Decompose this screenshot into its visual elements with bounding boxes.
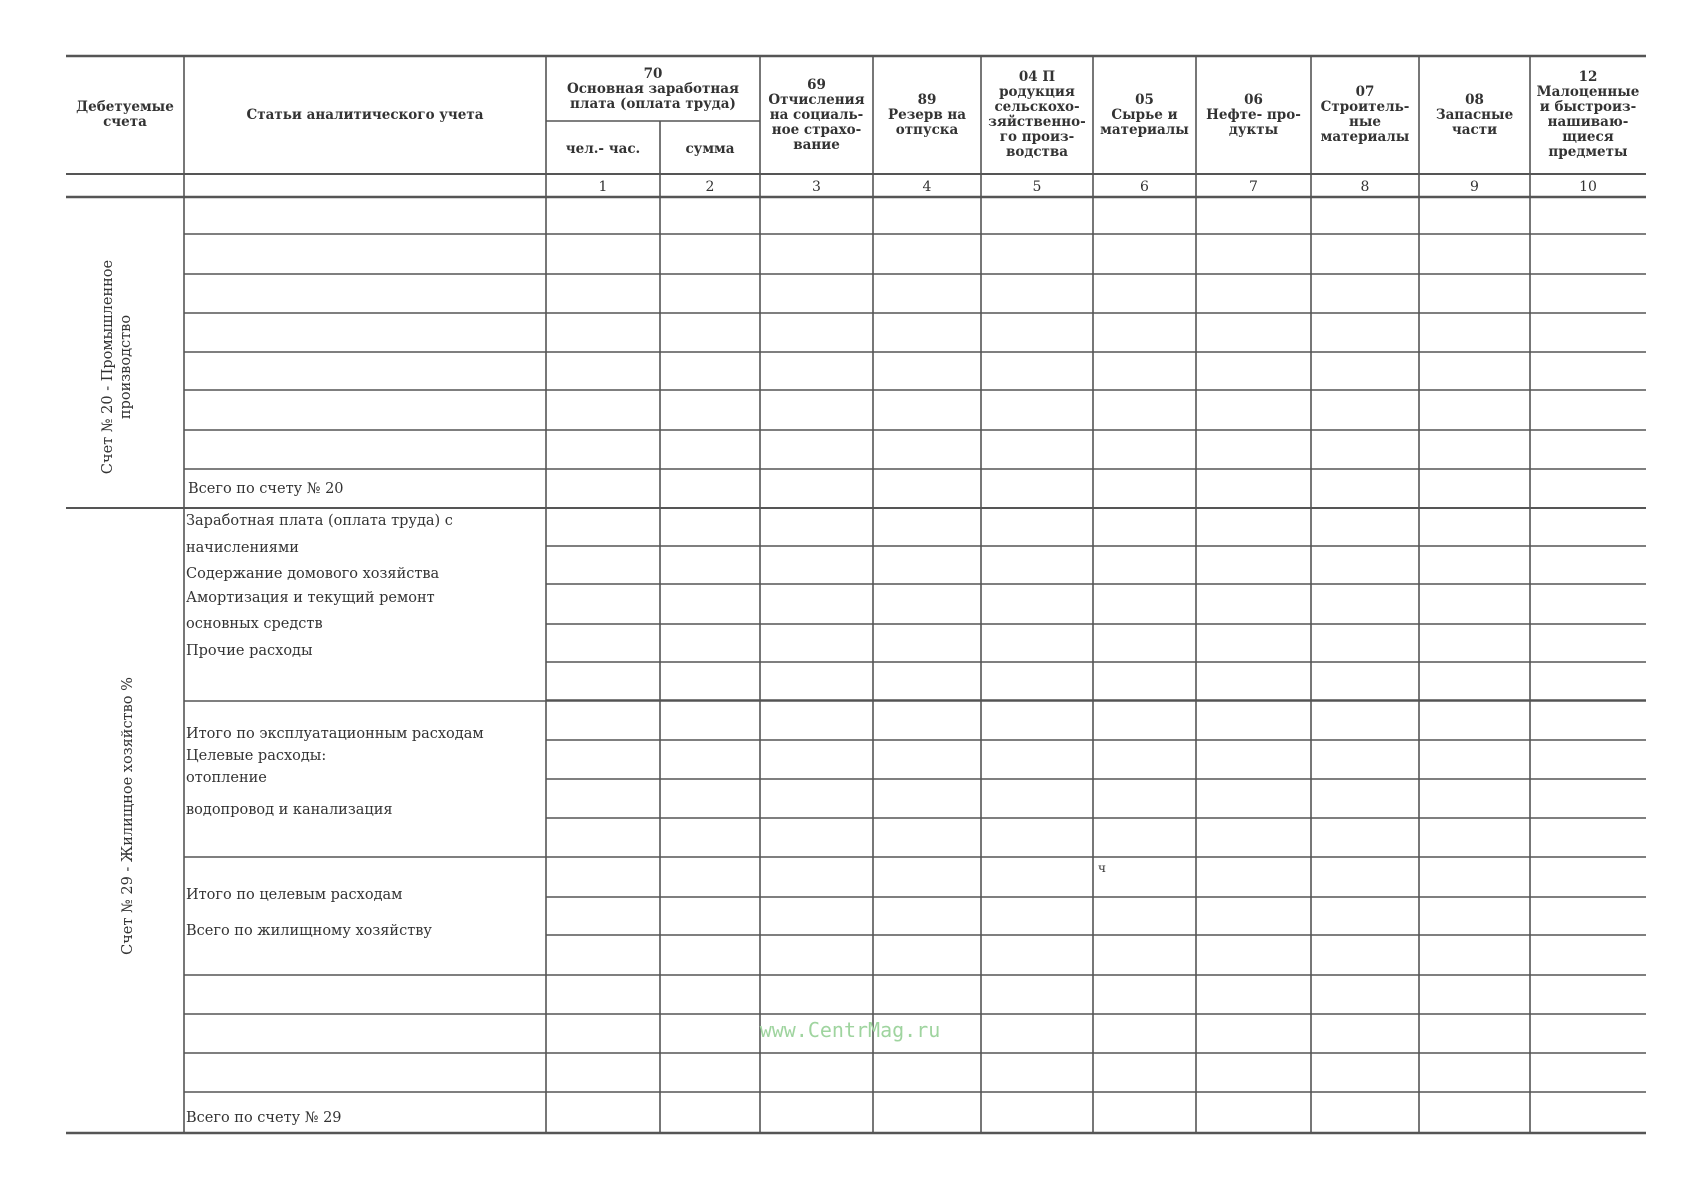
section-29-item: Прочие расходы	[186, 643, 313, 659]
header-col-70: 70 Основная заработная плата (оплата труда)	[566, 65, 740, 112]
col-number: 5	[1032, 179, 1042, 195]
col-number: 10	[1579, 179, 1597, 195]
col-number: 8	[1360, 179, 1370, 195]
header-col-70-sum: сумма	[685, 140, 735, 157]
section-29-side-label: Счет № 29 - Жилищное хозяйство %	[120, 677, 136, 955]
section-29-item: Амортизация и текущий ремонт	[186, 590, 435, 606]
header-analytical-articles: Статьи аналитического учета	[246, 106, 484, 123]
col-number: 6	[1140, 179, 1149, 195]
section-29-item: Всего по жилищному хозяйству	[186, 923, 432, 939]
header-col-69: 69 Отчисления на социаль- ное страхо- вание	[768, 76, 865, 153]
header-col-05: 05 Сырье и материалы	[1100, 91, 1189, 138]
watermark: www.CentrMag.ru	[759, 1018, 941, 1042]
header-col-08: 08 Запасные части	[1435, 91, 1514, 138]
section-29-item: Итого по эксплуатационным расходам	[186, 726, 484, 742]
section-29-item: начислениями	[186, 540, 299, 556]
section-20-total-label: Всего по счету № 20	[188, 481, 344, 497]
header-col-70-hours: чел.- час.	[565, 140, 641, 157]
section-29-total-label: Всего по счету № 29	[186, 1110, 342, 1126]
col-number: 3	[812, 179, 821, 195]
section-29-item: Содержание домового хозяйства	[186, 566, 440, 582]
header-col-07: 07 Строитель- ные материалы	[1320, 84, 1410, 145]
stray-mark: ч	[1098, 861, 1106, 875]
col-number: 2	[705, 179, 715, 195]
header-col-12: 12 Малоценные и быстроиз- нашиваю- щиеся предметы	[1536, 69, 1640, 160]
section-29-item: Целевые расходы:	[186, 748, 327, 764]
section-29-item: основных средств	[186, 616, 323, 632]
header-col-06: 06 Нефте- про- дукты	[1206, 91, 1301, 138]
section-29-item: водопровод и канализация	[186, 802, 393, 818]
header-debit-accounts: Дебетуемые счета	[76, 99, 174, 130]
section-29-item: Итого по целевым расходам	[186, 887, 403, 903]
col-number: 7	[1249, 179, 1258, 195]
header-col-04: 04 П родукция сельскохо- зяйственно- го произ- водства	[988, 69, 1086, 160]
section-29-item: Заработная плата (оплата труда) с	[186, 513, 453, 529]
col-number: 4	[922, 179, 932, 195]
col-number: 9	[1470, 179, 1479, 195]
section-20-side-label: Счет № 20 - Промышленное производство	[100, 259, 134, 475]
header-col-89: 89 Резерв на отпуска	[887, 91, 967, 138]
col-number: 1	[598, 179, 608, 195]
section-29-item: отопление	[186, 770, 267, 786]
